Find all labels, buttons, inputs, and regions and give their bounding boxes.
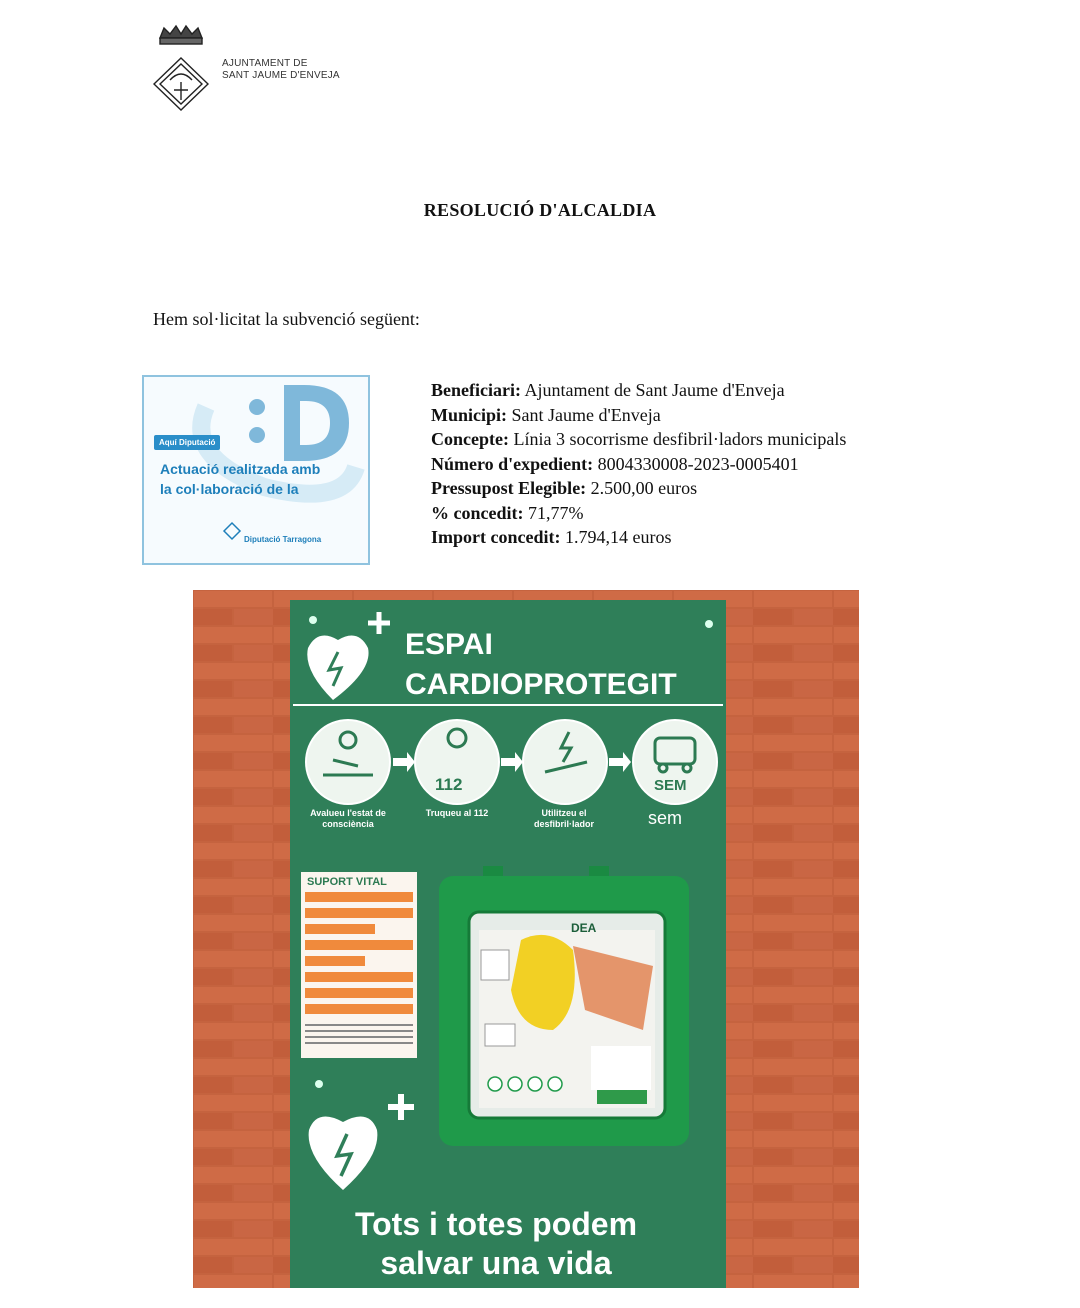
sign-title-line-2: CARDIOPROTEGIT xyxy=(405,668,677,701)
organization-name xyxy=(222,58,340,82)
intro-text: Hem sol·licitat la subvenció següent: xyxy=(153,309,420,329)
detail-label: Import concedit: xyxy=(431,527,561,547)
detail-value: Sant Jaume d'Enveja xyxy=(511,404,661,425)
diputacio-tag: Aquí Diputació xyxy=(154,435,220,450)
detail-value: Ajuntament de Sant Jaume d'Enveja xyxy=(524,380,785,400)
detail-label: Número d'expedient: xyxy=(431,453,594,474)
suport-vital-heading: SUPORT VITAL xyxy=(307,876,387,888)
diputacio-brand: Diputació Tarragona xyxy=(244,535,322,544)
icon-sem-label: SEM xyxy=(654,777,687,794)
document-title: RESOLUCIÓ D'ALCALDIA xyxy=(423,200,657,220)
detail-row-concepte xyxy=(431,427,846,452)
detail-label: Beneficiari: xyxy=(431,380,521,400)
diputacio-line-1: Actuació realitzada amb xyxy=(160,461,321,477)
detail-label: Pressupost Elegible: xyxy=(431,478,587,498)
step-2-label: Truqueu al 112 xyxy=(425,808,489,818)
detail-value: 71,77% xyxy=(527,502,584,523)
detail-value: 8004330008-2023-0005401 xyxy=(597,453,799,474)
icon-112-label: 112 xyxy=(435,775,463,794)
diputacio-collaboration-badge xyxy=(142,375,370,565)
detail-value: 1.794,14 euros xyxy=(564,527,672,547)
dea-label: DEA xyxy=(571,921,597,935)
detail-value: Línia 3 socorrisme desfibril·ladors municipals xyxy=(513,429,847,449)
detail-row-percentatge xyxy=(431,501,846,526)
org-line-1: AJUNTAMENT DE xyxy=(222,58,308,69)
detail-row-pressupost xyxy=(431,476,846,501)
detail-label: % concedit: xyxy=(431,502,524,523)
detail-row-municipi xyxy=(431,403,846,428)
detail-label: Municipi: xyxy=(431,404,508,425)
step-3-label: Utilitzeu el desfibril·lador xyxy=(533,808,594,829)
sem-logo-text: sem xyxy=(648,808,683,828)
detail-row-import xyxy=(431,525,846,550)
grant-details xyxy=(431,378,846,550)
org-line-2: SANT JAUME D'ENVEJA xyxy=(222,70,340,81)
sign-title-line-1: ESPAI xyxy=(405,628,493,661)
detail-row-beneficiari xyxy=(431,378,846,403)
defibrillator-photo xyxy=(193,590,859,1288)
detail-row-expedient xyxy=(431,452,846,477)
slogan-line-1: Tots i totes podem xyxy=(354,1206,638,1242)
slogan-line-2: salvar una vida xyxy=(380,1245,612,1281)
step-1-label: Avalueu l'estat de consciència xyxy=(310,808,386,829)
diputacio-line-2: la col·laboració de la xyxy=(160,481,299,497)
detail-label: Concepte: xyxy=(431,429,509,449)
municipal-crest-logo xyxy=(148,20,214,112)
detail-value: 2.500,00 euros xyxy=(590,478,698,498)
